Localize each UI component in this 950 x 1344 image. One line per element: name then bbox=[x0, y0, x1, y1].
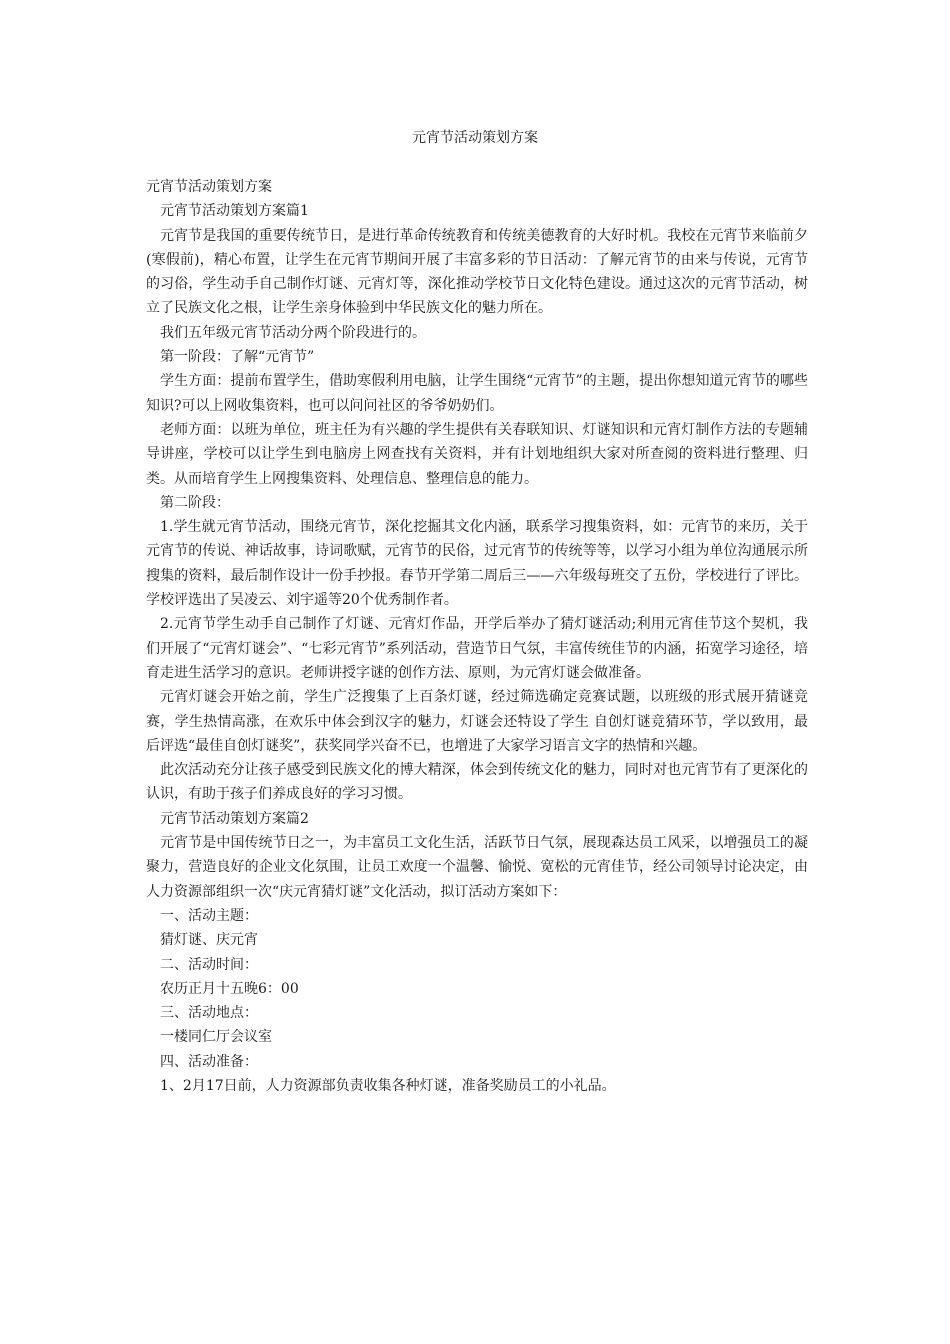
paragraph: 我们五年级元宵节活动分两个阶段进行的。 bbox=[160, 324, 426, 341]
paragraph: 此次活动充分让孩子感受到民族文化的博大精深，体会到传统文化的魅力，同时对也元宵节有了更深化的认识，有助于孩子们养成良好的学习习惯。 bbox=[146, 762, 808, 803]
paragraph: 学生方面：提前布置学生，借助寒假利用电脑，让学生围绕“元宵节”的主题，提出你想知道元宵节的哪些知识?可以上网收集资料，也可以问问社区的爷爷奶奶们。 bbox=[146, 373, 808, 414]
paragraph: 三、活动地点： bbox=[160, 1005, 258, 1022]
paragraph: 第二阶段： bbox=[160, 494, 230, 511]
paragraph: 老师方面：以班为单位，班主任为有兴趣的学生提供有关春联知识、灯谜知识和元宵灯制作方法的专题辅导讲座，学校可以让学生到电脑房上网查找有关资料，并有计划地组织大家对所查阅的资料进行整理、归类。从而培育学生上网搜集资料、处理信息、整理信息的能力。 bbox=[146, 421, 808, 487]
paragraph: 2.元宵节学生动手自己制作了灯谜、元宵灯作品，开学后举办了猜灯谜活动;利用元宵佳节这个契机，我们开展了“元宵灯谜会”、“七彩元宵节”系列活动，营造节日气氛，丰富传统佳节的内涵，拓宽学习途径，培育走进生活学习的意识。老师讲授字谜的创作方法、原则，为元宵灯谜会做准备。 bbox=[146, 616, 808, 681]
paragraph: 元宵灯谜会开始之前，学生广泛搜集了上百条灯谜，经过筛选确定竞赛试题，以班级的形式展开猜谜竞赛，学生热情高涨，在欢乐中体会到汉字的魅力，灯谜会还特设了学生 自创灯谜竞猜环节，学以致用，最后评选“最佳自创灯谜奖”，获奖同学兴奋不已，也增进了大家学习语言文字的热情和兴趣。 bbox=[146, 689, 808, 754]
paragraph: 元宵节活动策划方案篇1 bbox=[160, 203, 309, 220]
paragraph: 猜灯谜、庆元宵 bbox=[160, 932, 258, 949]
paragraph: 四、活动准备： bbox=[160, 1053, 258, 1070]
document-body bbox=[146, 175, 808, 1098]
paragraph: 元宵节活动策划方案篇2 bbox=[160, 810, 309, 827]
paragraph: 1、2月17日前，人力资源部负责收集各种灯谜，准备奖励员工的小礼品。 bbox=[160, 1077, 616, 1094]
paragraph: 第一阶段：了解“元宵节” bbox=[160, 349, 315, 366]
paragraph: 农历正月十五晚6：00 bbox=[160, 980, 299, 997]
paragraph: 元宵节是我国的重要传统节日，是进行革命传统教育和传统美德教育的大好时机。我校在元宵节来临前夕(寒假前)，精心布置，让学生在元宵节期间开展了丰富多彩的节日活动：了解元宵节的由来与传说，元宵节的习俗，学生动手自己制作灯谜、元宵灯等，深化推动学校节日文化特色建设。通过这次的元宵节活动，树立了民族文化之根，让学生亲身体验到中华民族文化的魅力所在。 bbox=[146, 227, 808, 317]
paragraph: 1.学生就元宵节活动，围绕元宵节，深化挖掘其文化内涵，联系学习搜集资料，如：元宵节的来历，关于元宵节的传说、神话故事，诗词歌赋，元宵节的民俗，过元宵节的传统等等，以学习小组为单位沟通展示所搜集的资料，最后制作设计一份手抄报。春节开学第二周后三——六年级每班交了五份，学校进行了评比。学校评选出了吴凌云、刘宇遥等20个优秀制作者。 bbox=[146, 519, 808, 609]
paragraph: 元宵节活动策划方案 bbox=[146, 179, 272, 195]
paragraph: 元宵节是中国传统节日之一，为丰富员工文化生活，活跃节日气氛，展现森达员工风采，以增强员工的凝聚力，营造良好的企业文化氛围，让员工欢度一个温馨、愉悦、宽松的元宵佳节，经公司领导讨论决定，由人力资源部组织一次“庆元宵猜灯谜”文化活动，拟订活动方案如下： bbox=[146, 835, 808, 900]
paragraph: 二、活动时间： bbox=[160, 956, 258, 973]
document-title: 元宵节活动策划方案 bbox=[412, 130, 538, 146]
paragraph: 一楼同仁厅会议室 bbox=[160, 1029, 272, 1046]
paragraph: 一、活动主题： bbox=[160, 907, 258, 924]
